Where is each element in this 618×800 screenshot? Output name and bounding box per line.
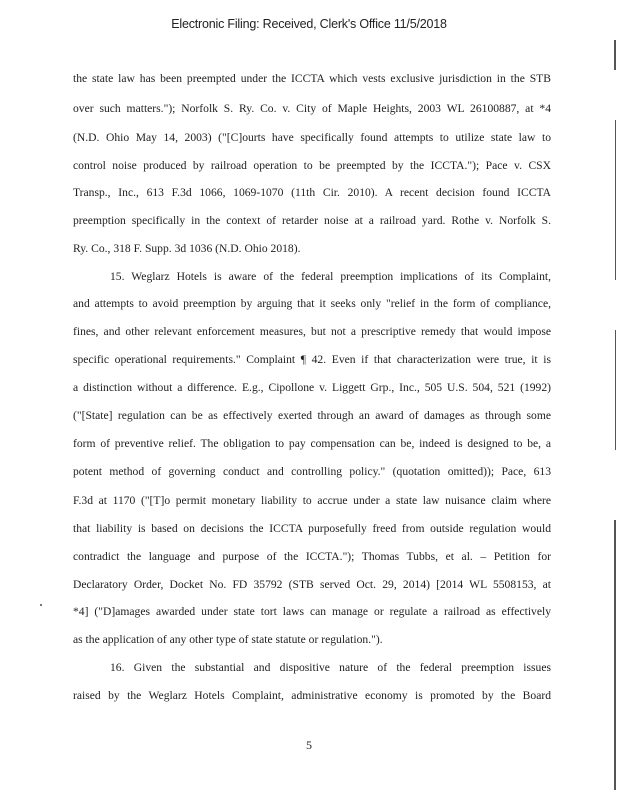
body-line: contradict the language and purpose of the ICCTA."); Thomas Tubbs, et al. – Petition for — [73, 550, 551, 563]
body-line: as the application of any other type of state statute or regulation."). — [73, 633, 383, 646]
scan-edge-mark — [614, 520, 616, 790]
body-line: potent method of governing conduct and controlling policy." (quotation omitted)); Pace, 613 — [73, 465, 551, 478]
body-line: specific operational requirements." Complaint ¶ 42. Even if that characterization were true, it is — [73, 353, 551, 366]
body-line: F.3d at 1170 ("[T]o permit monetary liability to accrue under a state law nuisance claim where — [73, 494, 551, 507]
body-line: preemption specifically in the context of retarder noise at a railroad yard. Rothe v. Norfolk S. — [73, 214, 551, 227]
scan-speck — [40, 604, 42, 606]
body-line: over such matters."); Norfolk S. Ry. Co. v. City of Maple Heights, 2003 WL 26100887, at *4 — [73, 102, 551, 115]
paragraph-15-start: 15. Weglarz Hotels is aware of the federal preemption implications of its Complaint, — [110, 270, 551, 283]
scan-edge-mark — [615, 120, 616, 280]
body-line: Declaratory Order, Docket No. FD 35792 (STB served Oct. 29, 2014) [2014 WL 5508153, at — [73, 578, 551, 591]
filing-stamp-header: Electronic Filing: Received, Clerk's Office 11/5/2018 — [171, 17, 447, 31]
body-line: a distinction without a difference. E.g., Cipollone v. Liggett Grp., Inc., 505 U.S. 504, 521 (1992) — [73, 381, 551, 394]
body-line: (N.D. Ohio May 14, 2003) ("[C]ourts have specifically found attempts to utilize state law to — [73, 131, 551, 144]
scan-edge-mark — [614, 40, 616, 70]
body-line: that liability is based on decisions the ICCTA purposefully freed from outside regulation would — [73, 522, 551, 535]
body-line: the state law has been preempted under the ICCTA which vests exclusive jurisdiction in the STB — [73, 72, 551, 85]
body-line: and attempts to avoid preemption by arguing that it seeks only "relief in the form of compliance, — [73, 297, 551, 310]
body-line: ("[State] regulation can be as effectively exerted through an award of damages as through some — [73, 409, 551, 422]
body-line: raised by the Weglarz Hotels Complaint, administrative economy is promoted by the Board — [73, 689, 551, 702]
body-line: control noise produced by railroad operation to be preempted by the ICCTA."); Pace v. CSX — [73, 159, 551, 172]
paragraph-16-start: 16. Given the substantial and dispositive nature of the federal preemption issues — [110, 661, 551, 674]
body-line: form of preventive relief. The obligation to pay compensation can be, indeed is designed to be, a — [73, 437, 551, 450]
body-line: Transp., Inc., 613 F.3d 1066, 1069-1070 (11th Cir. 2010). A recent decision found ICCTA — [73, 186, 551, 199]
scan-edge-mark — [615, 330, 616, 450]
page-number: 5 — [306, 738, 312, 752]
body-line: *4] ("D]amages awarded under state tort laws can manage or regulate a railroad as effectively — [73, 605, 551, 618]
body-line: Ry. Co., 318 F. Supp. 3d 1036 (N.D. Ohio 2018). — [73, 242, 301, 255]
body-line: fines, and other relevant enforcement measures, but not a prescriptive remedy that would impose — [73, 325, 551, 338]
